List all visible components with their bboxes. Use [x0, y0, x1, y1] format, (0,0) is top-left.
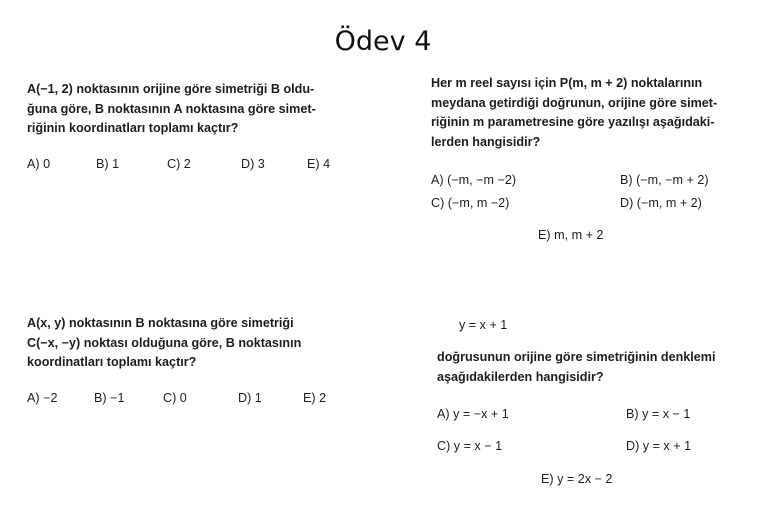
question-1-line: riğinin koordinatları toplamı kaçtır? — [27, 121, 239, 135]
question-1-option-d: D) 3 — [241, 157, 265, 171]
question-1-line: A(−1, 2) noktasının orijine göre simetriği B oldu- — [27, 82, 315, 96]
question-4-line: aşağıdakilerden hangisidir? — [437, 369, 604, 384]
question-4-option-b: B) y = x − 1 — [626, 407, 691, 421]
question-2-line: Her m reel sayısı için P(m, m + 2) noktalarının — [431, 76, 703, 90]
question-2-option-c: C) (−m, m −2) — [431, 196, 510, 210]
question-3-line: C(−x, −y) noktası olduğuna göre, B noktasının — [27, 335, 302, 350]
question-2-line: meydana getirdiği doğrunun, orijine göre simet- — [431, 95, 718, 110]
question-1-option-a: A) 0 — [27, 157, 51, 171]
question-1-option-c: C) 2 — [167, 157, 191, 171]
question-1-text — [27, 80, 316, 139]
question-1-option-e: E) 4 — [307, 157, 331, 171]
question-4-option-d: D) y = x + 1 — [626, 439, 692, 453]
question-2-text — [431, 74, 717, 152]
question-2-option-b: B) (−m, −m + 2) — [620, 173, 709, 187]
question-3-option-b: B) −1 — [94, 391, 125, 405]
question-2-option-d: D) (−m, m + 2) — [620, 196, 702, 210]
question-3-text — [27, 314, 301, 373]
question-3-option-c: C) 0 — [163, 391, 187, 405]
question-3-option-e: E) 2 — [303, 391, 327, 405]
question-4-option-a: A) y = −x + 1 — [437, 407, 509, 421]
question-3-option-d: D) 1 — [238, 391, 262, 405]
question-4-option-c: C) y = x − 1 — [437, 439, 503, 453]
question-2-option-e: E) m, m + 2 — [538, 228, 604, 242]
question-2-line: riğinin m parametresine göre yazılışı aşağıdaki- — [431, 115, 715, 129]
question-3-line: koordinatları toplamı kaçtır? — [27, 355, 197, 369]
question-3-line: A(x, y) noktasının B noktasına göre simetriği — [27, 316, 294, 330]
question-1-line: ğuna göre, B noktasının A noktasına göre simet- — [27, 101, 316, 116]
question-4-text — [437, 348, 716, 387]
question-2-line: lerden hangisidir? — [431, 134, 541, 149]
question-2-option-a: A) (−m, −m −2) — [431, 173, 517, 187]
page-title: Ödev 4 — [334, 26, 432, 57]
question-4-equation: y = x + 1 — [459, 318, 508, 332]
question-4-line: doğrusunun orijine göre simetriğinin denklemi — [437, 350, 716, 364]
question-1-option-b: B) 1 — [96, 157, 120, 171]
question-3-option-a: A) −2 — [27, 391, 58, 405]
question-4-option-e: E) y = 2x − 2 — [541, 472, 613, 486]
